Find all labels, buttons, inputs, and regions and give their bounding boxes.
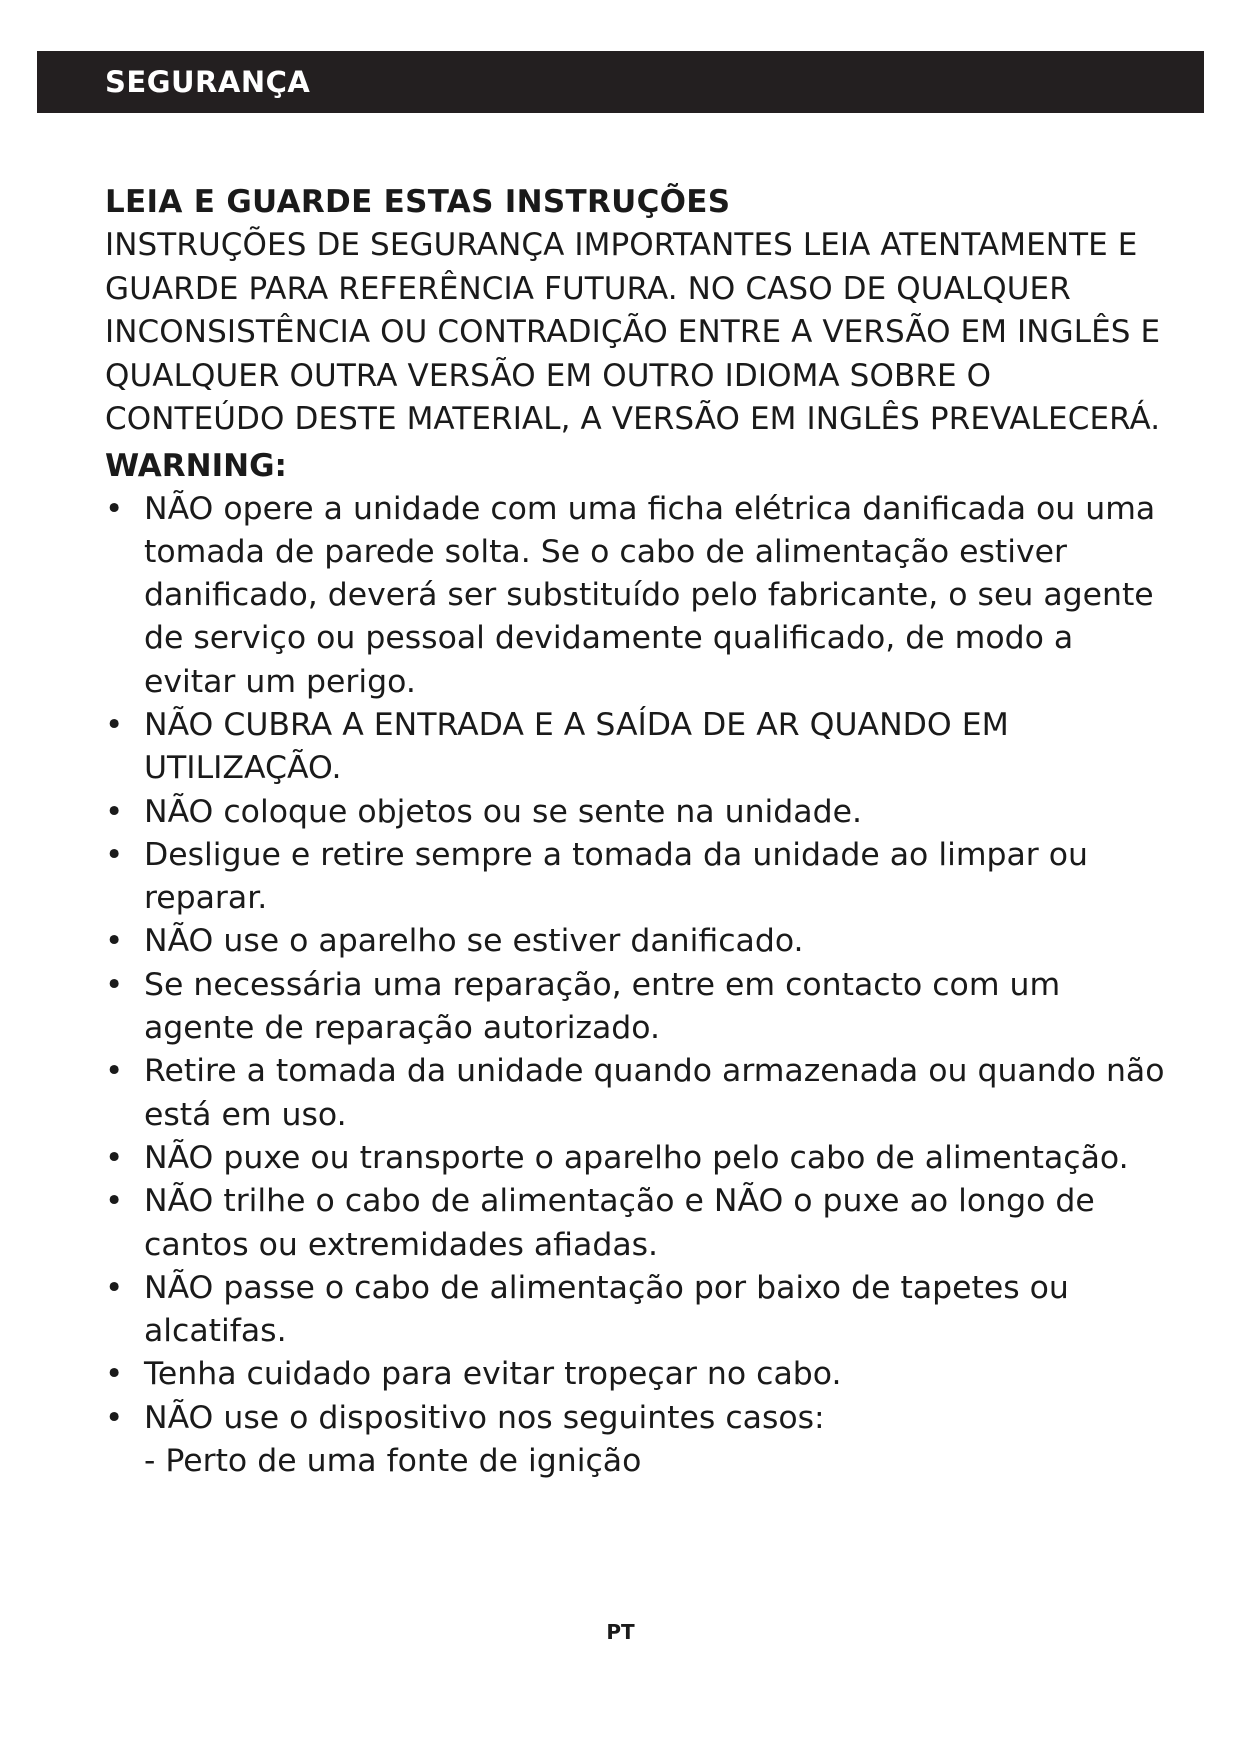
instructions-heading: LEIA E GUARDE ESTAS INSTRUÇÕES	[105, 184, 731, 220]
warning-text: NÃO puxe ou transporte o aparelho pelo cabo de alimentação.	[144, 1139, 1129, 1176]
list-item	[105, 1353, 1165, 1396]
warning-text: Tenha cuidado para evitar tropeçar no cabo.	[144, 1356, 842, 1393]
bullet-icon: •	[105, 836, 124, 873]
warning-text: NÃO use o aparelho se estiver danificado.	[144, 923, 804, 960]
list-item	[105, 704, 1165, 791]
bullet-icon: •	[105, 1139, 124, 1176]
bullet-icon: •	[105, 923, 124, 960]
list-item	[105, 834, 1165, 921]
warning-text: NÃO opere a unidade com uma ficha elétrica danificada ou uma tomada de parede solta. Se o cabo de alimentação estiver danificado, deverá ser substituído pelo fabricante, o seu agente de serviço ou pessoal devidamente qualificado, de modo a evitar um perigo.	[144, 490, 1156, 700]
bullet-icon: •	[105, 1053, 124, 1090]
warning-text: NÃO use o dispositivo nos seguintes casos:	[144, 1399, 825, 1436]
list-item	[105, 791, 1165, 834]
warning-text: NÃO passe o cabo de alimentação por baixo de tapetes ou alcatifas.	[144, 1269, 1069, 1350]
warning-text: Desligue e retire sempre a tomada da unidade ao limpar ou reparar.	[144, 836, 1089, 917]
list-item	[105, 488, 1165, 704]
intro-paragraph: INSTRUÇÕES DE SEGURANÇA IMPORTANTES LEIA ATENTAMENTE E GUARDE PARA REFERÊNCIA FUTURA. NO CASO DE QUALQUER INCONSISTÊNCIA OU CONTRADIÇÃO ENTRE A VERSÃO EM INGLÊS E QUALQUER OUTRA VERSÃO EM OUTRO IDIOMA SOBRE O CONTEÚDO DESTE MATERIAL, A VERSÃO EM INGLÊS PREVALECERÁ.	[105, 227, 1161, 437]
warning-list	[105, 488, 1165, 1484]
warning-text: Retire a tomada da unidade quando armazenada ou quando não está em uso.	[144, 1053, 1165, 1133]
bullet-icon: •	[105, 966, 124, 1003]
warning-text: NÃO trilhe o cabo de alimentação e NÃO o puxe ao longo de cantos ou extremidades afiadas.	[144, 1183, 1095, 1263]
bullet-icon: •	[105, 490, 124, 527]
list-item	[105, 920, 1165, 963]
bullet-icon: •	[105, 1269, 124, 1306]
safety-content	[105, 180, 1165, 1483]
list-item	[105, 1267, 1165, 1354]
warning-text: Se necessária uma reparação, entre em contacto com um agente de reparação autorizado.	[144, 966, 1061, 1047]
list-item	[105, 1180, 1165, 1267]
bullet-icon: •	[105, 1399, 124, 1436]
bullet-icon: •	[105, 1356, 124, 1393]
section-title: SEGURANÇA	[105, 65, 311, 99]
bullet-icon: •	[105, 1183, 124, 1220]
warning-label: WARNING:	[105, 447, 287, 484]
warning-subitem: - Perto de uma fonte de ignição	[144, 1443, 642, 1480]
bullet-icon: •	[105, 793, 124, 830]
section-header-bar	[37, 51, 1204, 113]
list-item	[105, 1137, 1165, 1180]
list-item	[105, 1050, 1165, 1137]
bullet-icon: •	[105, 706, 124, 743]
list-item	[105, 964, 1165, 1051]
page-language-code: PT	[606, 1620, 635, 1644]
warning-text: NÃO CUBRA A ENTRADA E A SAÍDA DE AR QUANDO EM UTILIZAÇÃO.	[144, 706, 1009, 787]
warning-text: NÃO coloque objetos ou se sente na unidade.	[144, 793, 862, 830]
list-item	[105, 1397, 1165, 1484]
